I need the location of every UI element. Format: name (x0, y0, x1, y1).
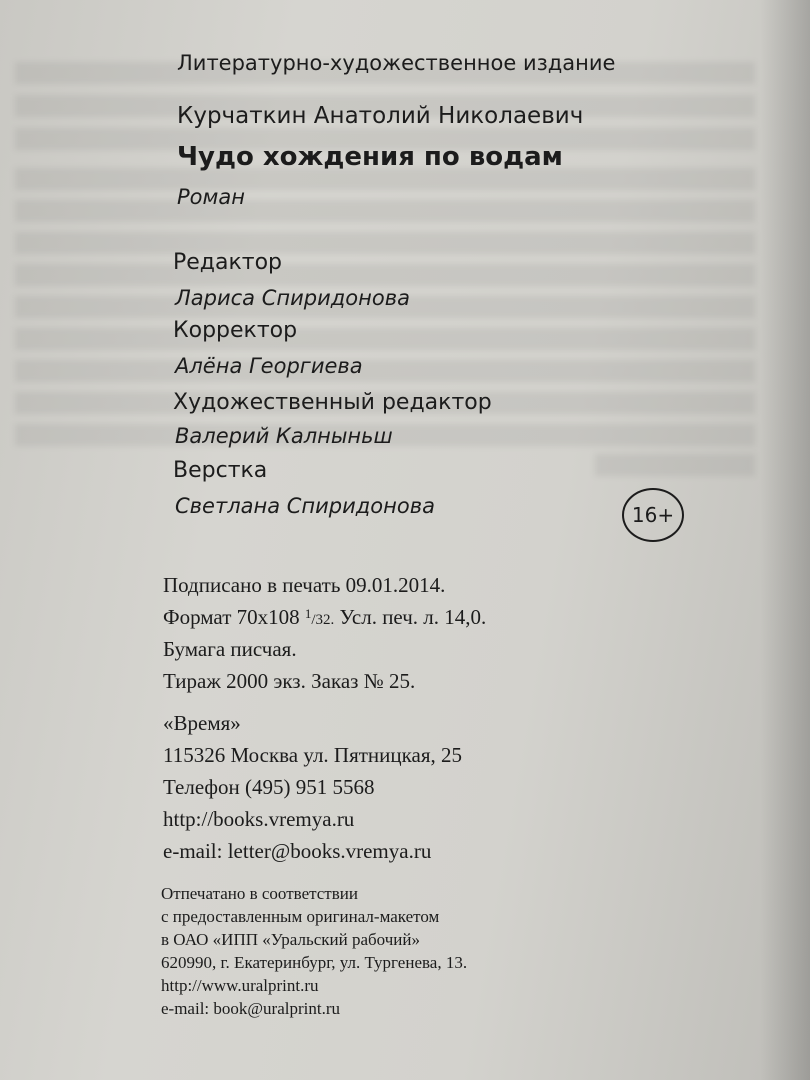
credit-role-proofreader: Корректор (173, 318, 298, 343)
credit-person-layout: Светлана Спиридонова (175, 494, 435, 518)
printer-url: http://www.uralprint.ru (161, 976, 319, 995)
credit-role-editor: Редактор (173, 250, 283, 275)
credit-person-editor: Лариса Спиридонова (175, 286, 410, 310)
publisher-name: «Время» (163, 711, 241, 735)
page-edge-shadow (760, 0, 810, 1080)
credit-person-proofreader: Алёна Георгиева (175, 354, 363, 378)
imprint-format-suffix: Усл. печ. л. 14,0. (334, 605, 487, 629)
series-label: Литературно-художественное издание (177, 51, 616, 75)
book-title: Чудо хождения по водам (177, 142, 563, 172)
credit-role-layout: Верстка (173, 458, 268, 483)
printer-line-2: с предоставленным оригинал-макетом (161, 907, 440, 926)
publisher-url: http://books.vremya.ru (163, 807, 355, 831)
imprint-format-numerator: 1 (304, 606, 312, 621)
imprint-run: Тираж 2000 экз. Заказ № 25. (163, 669, 416, 693)
publisher-email: e-mail: letter@books.vremya.ru (163, 839, 432, 863)
age-rating-badge: 16+ (622, 488, 684, 542)
imprint-format-denominator: /32. (311, 612, 335, 628)
credit-person-art-editor: Валерий Калныньш (175, 424, 393, 448)
printer-line-3: в ОАО «ИПП «Уральский рабочий» (161, 930, 420, 949)
credit-role-art-editor: Художественный редактор (173, 390, 492, 415)
printer-line-1: Отпечатано в соответствии (161, 884, 358, 903)
imprint-format (163, 605, 486, 630)
imprint-format-prefix: Формат 70х108 (163, 605, 300, 629)
publisher-address: 115326 Москва ул. Пятницкая, 25 (163, 743, 463, 767)
publisher-phone: Телефон (495) 951 5568 (163, 775, 375, 799)
printer-email: e-mail: book@uralprint.ru (161, 999, 340, 1018)
genre-label: Роман (177, 185, 245, 209)
imprint-signed: Подписано в печать 09.01.2014. (163, 573, 446, 597)
author-name: Курчаткин Анатолий Николаевич (177, 103, 584, 129)
imprint-paper: Бумага писчая. (163, 637, 297, 661)
printer-line-4: 620990, г. Екатеринбург, ул. Тургенева, 13. (161, 953, 468, 972)
imprint-format-fraction (304, 606, 335, 628)
